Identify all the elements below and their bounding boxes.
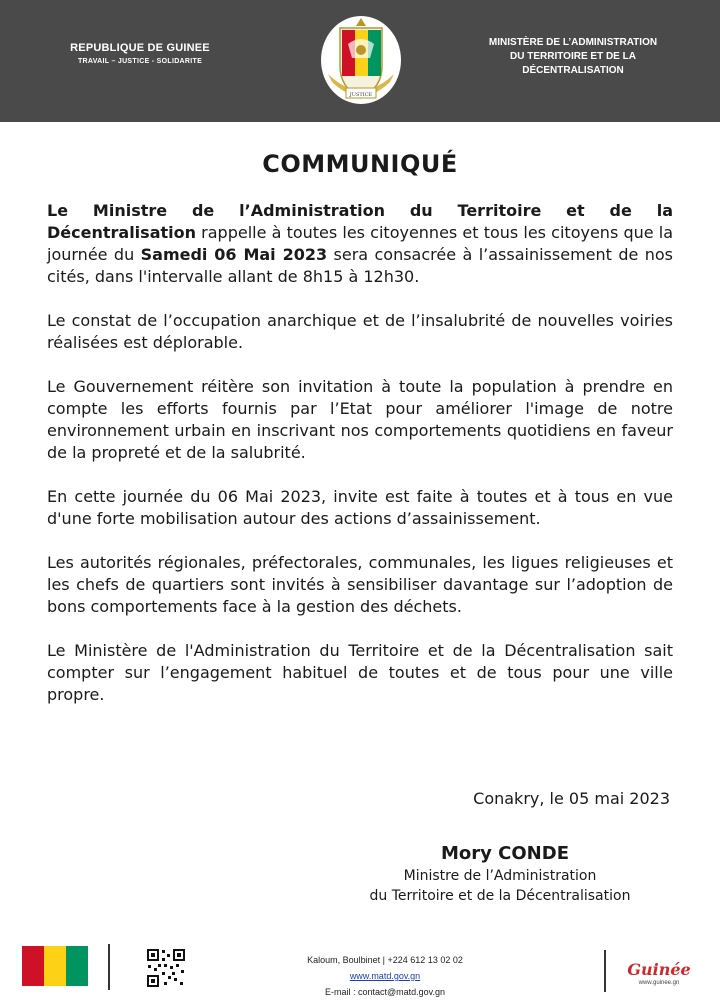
footer-address: Kaloum, Boulbinet | +224 612 13 02 02	[307, 955, 463, 965]
signatory-title	[340, 866, 660, 906]
page-title: COMMUNIQUÉ	[262, 150, 458, 178]
signatory-title-line-2: du Territoire et de la Décentralisation	[369, 888, 631, 904]
footer-divider-left	[108, 944, 110, 990]
p1-bold-date: Samedi 06 Mai 2023	[140, 245, 328, 264]
place-date: Conakry, le 05 mai 2023	[473, 789, 670, 808]
republic-motto: TRAVAIL – JUSTICE - SOLIDARITE	[77, 58, 203, 65]
emblem-ribbon: JUSTICE	[349, 92, 373, 98]
p1-text-a: rappelle à toutes les citoyennes et tous les citoyens que la journée du	[47, 223, 673, 264]
paragraph-2: Le constat de l’occupation anarchique et de l’insalubrité de nouvelles voiries réalisées est déplorable.	[47, 311, 673, 352]
footer-contact	[260, 952, 510, 1000]
qr-code-icon	[146, 948, 186, 988]
paragraph-3: Le Gouvernement réitère son invitation à toute la population à prendre en compte les efforts fournis par l’Etat pour améliorer l'image de notre environnement urbain en inscrivant nos comportements quotidiens en faveur de la propreté et de la salubrité.	[47, 377, 673, 462]
republic-name: REPUBLIQUE DE GUINEE	[70, 42, 210, 54]
footer-email[interactable]: E-mail : contact@matd.gov.gn	[324, 987, 446, 997]
ministry-line-1: MINISTÈRE DE L’ADMINISTRATION	[488, 37, 658, 48]
footer-website-link[interactable]: www.matd.gov.gn	[349, 971, 421, 981]
coat-of-arms-icon	[318, 14, 404, 110]
paragraph-1	[47, 200, 673, 288]
brand-logo-text: Guinée	[627, 960, 691, 979]
footer-divider-right	[604, 950, 606, 992]
guinee-brand-logo	[624, 960, 694, 986]
brand-url: www.guinee.gn	[638, 980, 680, 986]
ministry-line-2: DU TERRITOIRE ET DE LA	[510, 51, 636, 62]
signatory-name: Mory CONDE	[441, 843, 569, 864]
communique-body	[47, 200, 673, 728]
paragraph-5: Les autorités régionales, préfectorales, communales, les ligues religieuses et les chefs de quartiers sont invités à sensibiliser davantage sur l’adoption de bons comportements face à la gestion des déchets.	[47, 553, 673, 616]
paragraph-6: Le Ministère de l'Administration du Territoire et de la Décentralisation sait compter sur l’engagement habituel de toutes et de tous pour une ville propre.	[47, 641, 673, 704]
paragraph-4: En cette journée du 06 Mai 2023, invite est faite à toutes et à tous en vue d'une forte mobilisation autour des actions d’assainissement.	[47, 487, 673, 528]
signatory-title-line-1: Ministre de l’Administration	[403, 868, 597, 884]
p1-bold-minister: Le Ministre de l’Administration du Territoire et de la Décentralisation	[47, 201, 673, 242]
ministry-block	[462, 36, 684, 78]
p1-text-b: sera consacrée à l’assainissement de nos cités, dans l'intervalle allant de 8h15 à 12h30.	[47, 245, 673, 286]
header-banner	[0, 0, 720, 122]
republic-block	[40, 42, 240, 65]
guinea-flag-icon	[22, 946, 88, 986]
ministry-line-3: DÉCENTRALISATION	[522, 65, 624, 76]
